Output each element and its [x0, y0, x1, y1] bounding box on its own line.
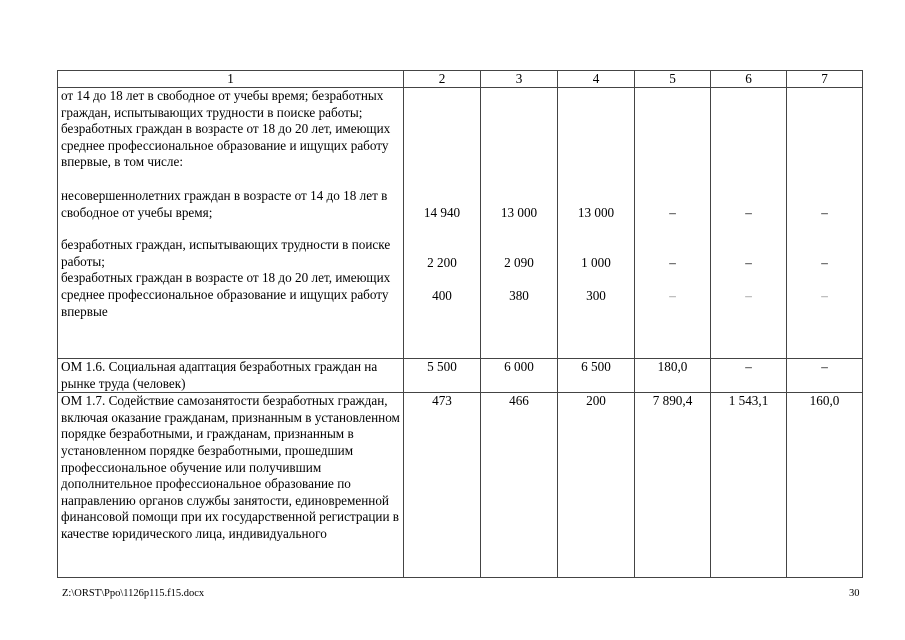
- row-label-cell: ОМ 1.7. Содействие самозанятости безработных граждан, включая оказание гражданам, признанным в установленном порядке безработными, и гражданам, признанным в установленном порядке безработными, прошедшим профессиональное обучение или получившим дополнительное профессиональное образование по направлению органов службы занятости, единовременной финансовой помощи при их государственной регистрации в качестве юридического лица, индивидуального: [58, 393, 404, 578]
- row-intro-text: от 14 до 18 лет в свободное от учебы время; безработных граждан, испытывающих трудности в поиске работы; безработных граждан в возрасте от 18 до 20 лет, имеющих среднее профессиональное образование и ищущих работу впервые, в том числе:: [61, 88, 391, 170]
- sub2-value: –: [745, 254, 752, 270]
- value-cell: [404, 88, 481, 359]
- value-cell: 6 500: [558, 359, 635, 393]
- value-cell: [787, 88, 863, 359]
- sub2-value: –: [669, 254, 676, 270]
- sub1-value: 13 000: [577, 205, 615, 220]
- sub2-value: –: [821, 254, 828, 270]
- column-header: 7: [787, 71, 863, 88]
- sub2-value: 2 200: [427, 254, 457, 270]
- sub1-value: –: [821, 205, 828, 220]
- value-cell: 6 000: [481, 359, 558, 393]
- value-cell: [635, 88, 711, 359]
- page-number: 30: [849, 588, 860, 599]
- sub3-value: –: [821, 288, 828, 304]
- value-cell: 7 890,4: [635, 393, 711, 578]
- sub3-value: 300: [586, 288, 606, 304]
- data-table: [57, 70, 863, 578]
- sub2-value: 2 090: [504, 254, 534, 270]
- sub3-value: –: [669, 288, 676, 304]
- value-cell: –: [787, 359, 863, 393]
- column-header: 3: [481, 71, 558, 88]
- sub1-value: 13 000: [500, 205, 538, 220]
- value-cell: –: [711, 359, 787, 393]
- sub-item-label: несовершеннолетних граждан в возрасте от 14 до 18 лет в свободное от учебы время;: [61, 187, 388, 220]
- table-row: [58, 393, 863, 578]
- value-cell: [481, 88, 558, 359]
- value-cell: 180,0: [635, 359, 711, 393]
- value-cell: 200: [558, 393, 635, 578]
- table-row: [58, 88, 863, 359]
- value-cell: 5 500: [404, 359, 481, 393]
- value-cell: [711, 88, 787, 359]
- sub2-value: 1 000: [581, 254, 611, 270]
- sub1-value: –: [745, 205, 752, 220]
- sub1-value: 14 940: [423, 205, 461, 220]
- sub-item-label: безработных граждан в возрасте от 18 до 20 лет, имеющих среднее профессиональное образование и ищущих работу впервые: [61, 270, 391, 319]
- value-cell: 466: [481, 393, 558, 578]
- column-header: 2: [404, 71, 481, 88]
- sub-item-label: безработных граждан, испытывающих трудности в поиске работы;: [61, 237, 391, 269]
- column-header: 5: [635, 71, 711, 88]
- column-header: 6: [711, 71, 787, 88]
- sub1-value: –: [669, 205, 676, 220]
- sub3-value: –: [745, 288, 752, 304]
- value-cell: 1 543,1: [711, 393, 787, 578]
- table-row: [58, 359, 863, 393]
- value-cell: [558, 88, 635, 359]
- sub3-value: 380: [509, 288, 529, 304]
- footer-file-path: Z:\ORST\Ppo\1126p115.f15.docx: [62, 588, 205, 599]
- row-label-cell: [58, 88, 404, 359]
- row-label-cell: ОМ 1.6. Социальная адаптация безработных граждан на рынке труда (человек): [58, 359, 404, 393]
- column-number-row: [58, 71, 863, 88]
- column-header: 1: [58, 71, 404, 88]
- value-cell: 160,0: [787, 393, 863, 578]
- column-header: 4: [558, 71, 635, 88]
- sub3-value: 400: [432, 288, 452, 304]
- value-cell: 473: [404, 393, 481, 578]
